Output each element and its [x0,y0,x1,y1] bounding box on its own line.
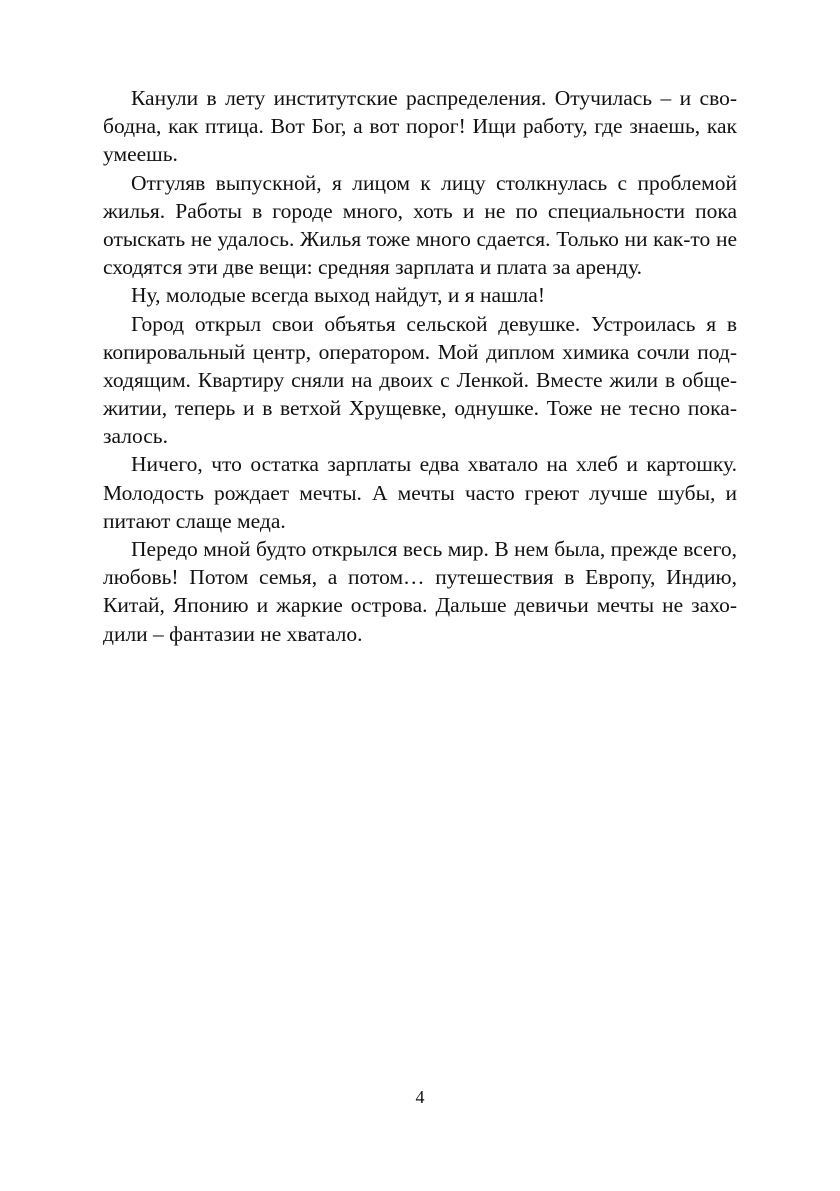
text-line: питают слаще меда. [103,508,286,533]
text-line: ходящим. Квартиру сняли на двоих с Ленкой. Вместе жили в обще- [103,367,737,392]
paragraph-6 [103,535,737,648]
text-line: Отгуляв выпускной, я лицом к лицу столкнулась с проблемой [131,170,737,195]
text-line: любовь! Потом семья, а потом… путешествия в Европу, Индию, [103,565,737,590]
text-line: Канули в лету институтские распределения. Отучилась – и сво- [131,86,737,110]
text-line: сходятся эти две вещи: средняя зарплата и плата за аренду. [103,255,643,280]
text-line: умеешь. [103,142,178,167]
paragraph-4 [103,310,737,451]
text-line: Ничего, что остатка зарплаты едва хватало на хлеб и картошку. [131,452,737,477]
text-line: Китай, Японию и жаркие острова. Дальше девичьи мечты не захо- [103,593,737,618]
text-line: бодна, как птица. Вот Бог, а вот порог! Ищи работу, где знаешь, как [103,114,737,139]
text-line: Передо мной будто открылся весь мир. В нем была, прежде всего, [131,537,737,561]
page-number: 4 [415,1087,425,1107]
paragraph-2 [103,169,737,282]
text-line: Ну, молодые всегда выход найдут, и я нашла! [131,283,546,308]
paragraph-3 [103,281,737,309]
text-line: Молодость рождает мечты. А мечты часто греют лучше шубы, и [103,480,737,505]
text-line: отыскать не удалось. Жилья тоже много сдается. Только ни как-то не [103,226,737,251]
text-line: жилья. Работы в городе много, хоть и не по специальности пока [103,198,737,223]
text-line: копировальный центр, оператором. Мой диплом химика сочли под- [103,339,737,364]
paragraph-1 [103,84,737,169]
text-line: житии, теперь и в ветхой Хрущевке, однушке. Тоже не тесно пока- [103,396,737,421]
text-line: Город открыл свои объятья сельской девушке. Устроилась я в [131,311,737,336]
body-text [103,84,737,648]
paragraph-5 [103,450,737,535]
text-line: залось. [103,424,168,449]
text-line: дили – фантазии не хватало. [103,621,363,646]
